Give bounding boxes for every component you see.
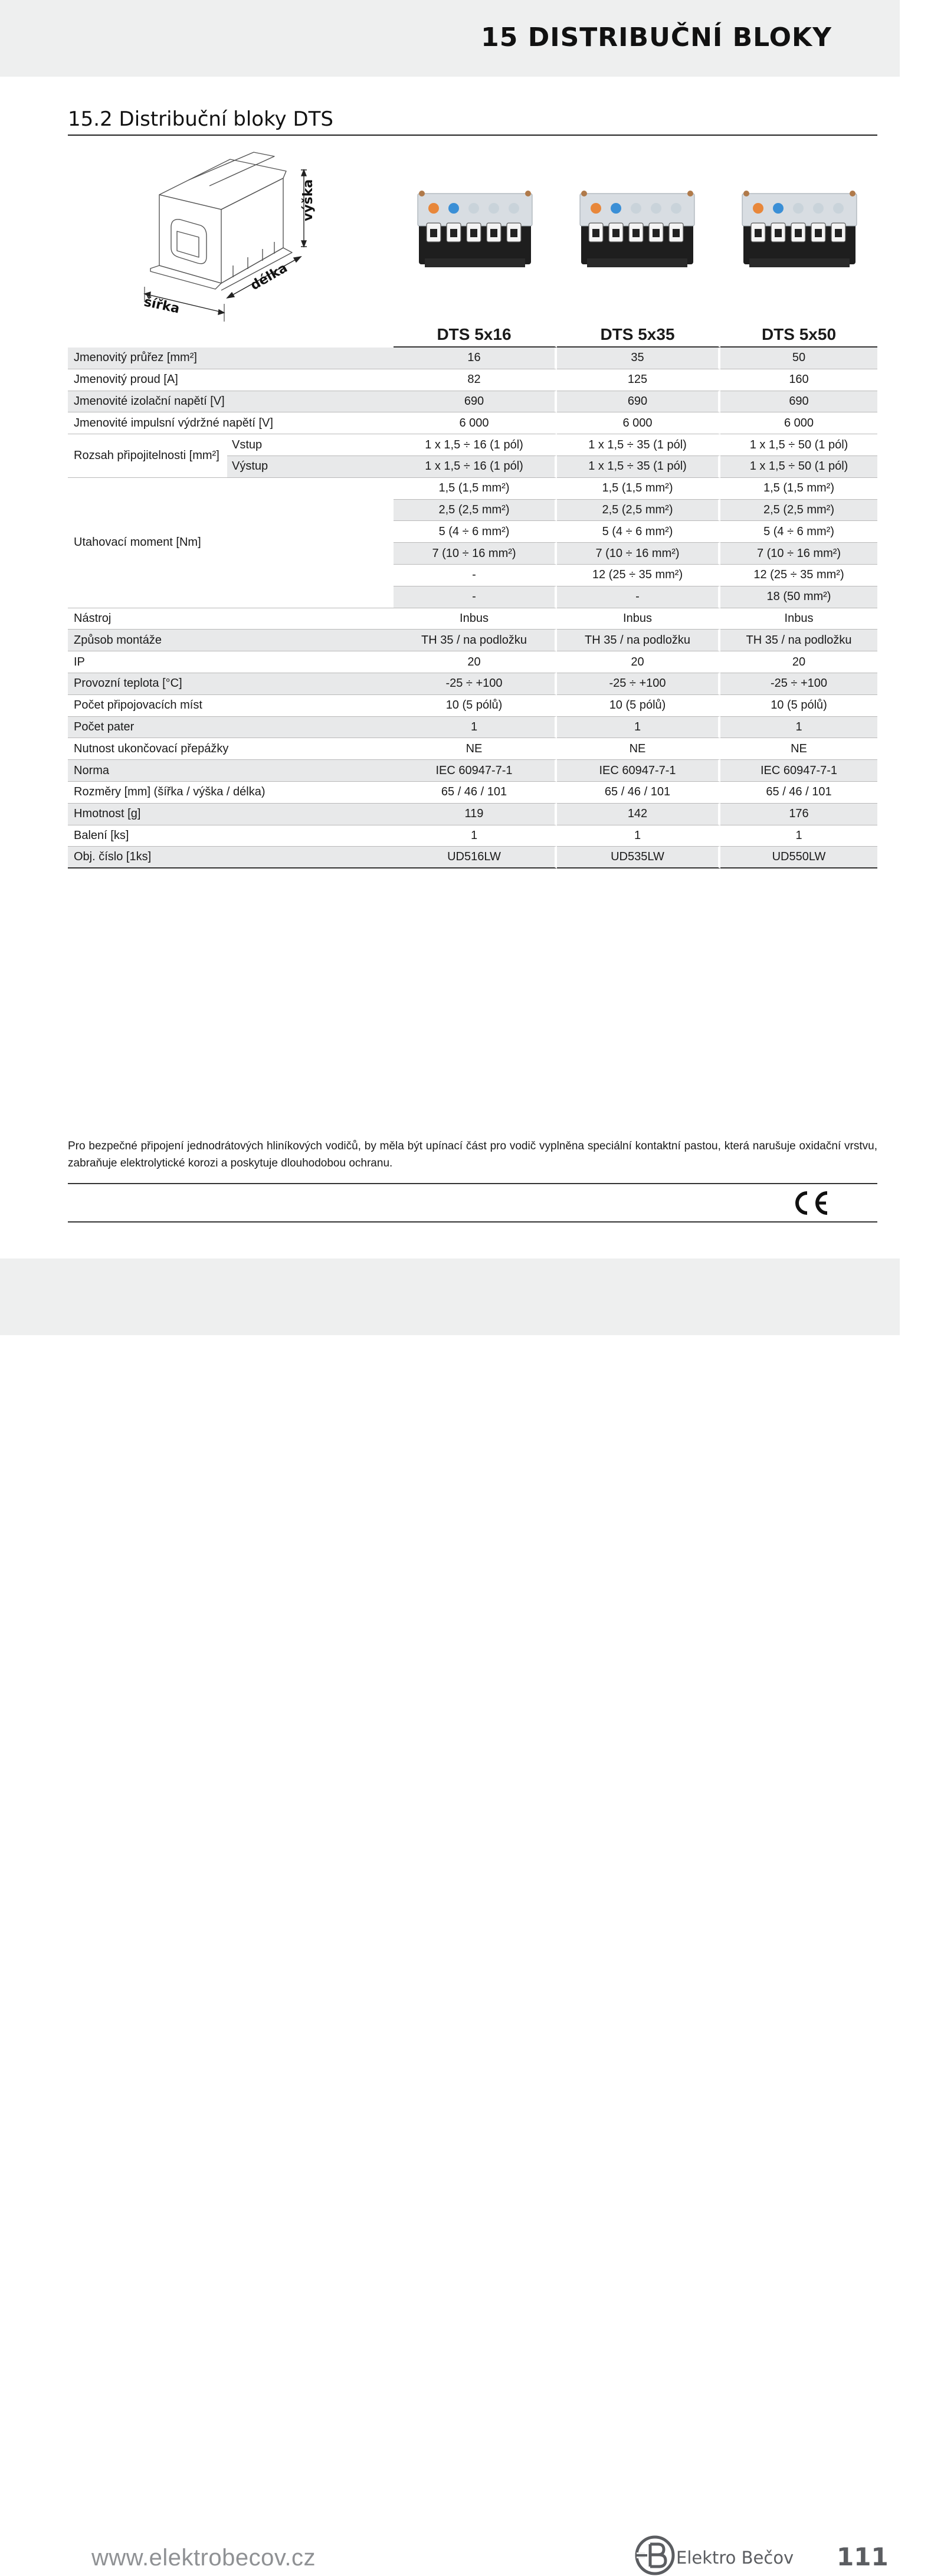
table-row bbox=[68, 608, 877, 630]
row-sublabel: Výstup bbox=[227, 456, 394, 478]
table-cell: 690 bbox=[557, 391, 720, 413]
table-cell: 6 000 bbox=[394, 412, 557, 434]
table-cell: 2,5 (2,5 mm²) bbox=[720, 500, 877, 522]
table-cell: 20 bbox=[557, 651, 720, 673]
table-cell: 6 000 bbox=[720, 412, 877, 434]
ce-mark-icon bbox=[789, 1189, 831, 1217]
table-cell: 2,5 (2,5 mm²) bbox=[394, 500, 557, 522]
table-cell: Inbus bbox=[720, 608, 877, 630]
table-cell: 1,5 (1,5 mm²) bbox=[557, 478, 720, 500]
table-row bbox=[68, 391, 877, 413]
dimension-drawing bbox=[133, 153, 345, 330]
table-cell: 119 bbox=[394, 804, 557, 825]
section-divider bbox=[68, 135, 877, 136]
row-label: Balení [ks] bbox=[68, 825, 394, 847]
table-cell: 10 (5 pólů) bbox=[720, 695, 877, 717]
table-cell: 1 bbox=[394, 825, 557, 847]
section-title: 15.2 Distribuční bloky DTS bbox=[68, 107, 334, 131]
table-cell: 1 x 1,5 ÷ 16 (1 pól) bbox=[394, 434, 557, 456]
table-row bbox=[68, 348, 877, 369]
table-cell: 65 / 46 / 101 bbox=[720, 782, 877, 804]
divider bbox=[68, 1221, 877, 1223]
table-row bbox=[68, 847, 877, 869]
row-label: Rozměry [mm] (šířka / výška / délka) bbox=[68, 782, 394, 804]
header-band bbox=[0, 0, 900, 77]
table-cell: - bbox=[394, 586, 557, 608]
table-cell: TH 35 / na podložku bbox=[394, 630, 557, 651]
table-cell: 82 bbox=[394, 369, 557, 391]
table-cell: 5 (4 ÷ 6 mm²) bbox=[720, 521, 877, 543]
table-cell: 1 x 1,5 ÷ 50 (1 pól) bbox=[720, 456, 877, 478]
table-cell: 5 (4 ÷ 6 mm²) bbox=[394, 521, 557, 543]
table-cell: Inbus bbox=[394, 608, 557, 630]
table-row bbox=[68, 760, 877, 782]
table-row bbox=[68, 717, 877, 739]
table-row bbox=[68, 804, 877, 825]
table-cell: 5 (4 ÷ 6 mm²) bbox=[557, 521, 720, 543]
chapter-title: 15 DISTRIBUČNÍ BLOKY bbox=[481, 22, 832, 53]
table-cell: 690 bbox=[720, 391, 877, 413]
table-row bbox=[68, 825, 877, 847]
width-label: šířka bbox=[142, 294, 181, 317]
row-label: Rozsah připojitelnosti [mm²] bbox=[68, 434, 227, 478]
row-label: Obj. číslo [1ks] bbox=[68, 847, 394, 869]
table-cell: 1 bbox=[720, 717, 877, 739]
length-label: délka bbox=[248, 260, 290, 294]
table-cell: UD550LW bbox=[720, 847, 877, 869]
row-label: Jmenovité impulsní výdržné napětí [V] bbox=[68, 412, 394, 434]
product-image-dts-5x50 bbox=[740, 188, 858, 270]
row-label: Hmotnost [g] bbox=[68, 804, 394, 825]
table-cell: 1,5 (1,5 mm²) bbox=[720, 478, 877, 500]
product-image-dts-5x16 bbox=[416, 188, 534, 270]
table-row bbox=[68, 478, 877, 500]
row-label: Norma bbox=[68, 760, 394, 782]
table-row bbox=[68, 434, 877, 456]
table-cell: 1 x 1,5 ÷ 50 (1 pól) bbox=[720, 434, 877, 456]
website-link[interactable]: www.elektrobecov.cz bbox=[91, 2545, 316, 2571]
table-cell: 2,5 (2,5 mm²) bbox=[557, 500, 720, 522]
table-row bbox=[68, 630, 877, 651]
row-label: Utahovací moment [Nm] bbox=[68, 478, 394, 608]
column-header: DTS 5x16 bbox=[394, 322, 557, 348]
table-cell: 142 bbox=[557, 804, 720, 825]
divider bbox=[68, 1183, 877, 1184]
table-cell: 7 (10 ÷ 16 mm²) bbox=[557, 543, 720, 565]
table-row bbox=[68, 673, 877, 695]
table-row bbox=[68, 782, 877, 804]
table-cell: 160 bbox=[720, 369, 877, 391]
table-cell: 18 (50 mm²) bbox=[720, 586, 877, 608]
footnote: Pro bezpečné připojení jednodrátových hliníkových vodičů, by měla být upínací část pro vodič vyplněna speciální kontaktní pastou, která narušuje oxidační vrstvu, zabraňuje elektrolytické korozi a poskytuje dlouhodobou ochranu. bbox=[68, 1140, 877, 1169]
table-cell: 12 (25 ÷ 35 mm²) bbox=[557, 565, 720, 586]
table-cell: -25 ÷ +100 bbox=[720, 673, 877, 695]
table-row bbox=[68, 369, 877, 391]
table-cell: 65 / 46 / 101 bbox=[557, 782, 720, 804]
table-row bbox=[68, 651, 877, 673]
table-cell: NE bbox=[557, 738, 720, 760]
row-label: Počet pater bbox=[68, 717, 394, 739]
table-cell: -25 ÷ +100 bbox=[394, 673, 557, 695]
table-cell: 7 (10 ÷ 16 mm²) bbox=[720, 543, 877, 565]
column-header: DTS 5x50 bbox=[720, 322, 877, 348]
table-cell: 35 bbox=[557, 348, 720, 369]
table-cell: 1 x 1,5 ÷ 35 (1 pól) bbox=[557, 456, 720, 478]
table-cell: 16 bbox=[394, 348, 557, 369]
table-cell: 690 bbox=[394, 391, 557, 413]
row-label: Jmenovité izolační napětí [V] bbox=[68, 391, 394, 413]
table-cell: NE bbox=[394, 738, 557, 760]
row-label: Nástroj bbox=[68, 608, 394, 630]
table-header-row bbox=[68, 322, 877, 348]
brand-name: Elektro Bečov bbox=[676, 2548, 794, 2568]
table-row bbox=[68, 412, 877, 434]
table-cell: 1,5 (1,5 mm²) bbox=[394, 478, 557, 500]
column-header: DTS 5x35 bbox=[557, 322, 720, 348]
row-label: Jmenovitý proud [A] bbox=[68, 369, 394, 391]
row-label: IP bbox=[68, 651, 394, 673]
table-cell: 10 (5 pólů) bbox=[394, 695, 557, 717]
table-row bbox=[68, 695, 877, 717]
table-cell: 1 x 1,5 ÷ 16 (1 pól) bbox=[394, 456, 557, 478]
table-cell: 12 (25 ÷ 35 mm²) bbox=[720, 565, 877, 586]
row-sublabel: Vstup bbox=[227, 434, 394, 456]
table-cell: - bbox=[394, 565, 557, 586]
table-cell: 1 bbox=[557, 825, 720, 847]
table-cell: 1 bbox=[394, 717, 557, 739]
table-cell: 1 x 1,5 ÷ 35 (1 pól) bbox=[557, 434, 720, 456]
table-cell: IEC 60947-7-1 bbox=[720, 760, 877, 782]
table-cell: NE bbox=[720, 738, 877, 760]
table-cell: 1 bbox=[557, 717, 720, 739]
table-cell: 176 bbox=[720, 804, 877, 825]
table-cell: 6 000 bbox=[557, 412, 720, 434]
table-cell: 125 bbox=[557, 369, 720, 391]
table-cell: 50 bbox=[720, 348, 877, 369]
table-cell: Inbus bbox=[557, 608, 720, 630]
table-cell: -25 ÷ +100 bbox=[557, 673, 720, 695]
table-cell: TH 35 / na podložku bbox=[720, 630, 877, 651]
page-number: 111 bbox=[837, 2542, 889, 2571]
table-cell: IEC 60947-7-1 bbox=[557, 760, 720, 782]
table-cell: 20 bbox=[720, 651, 877, 673]
elektro-becov-logo-icon bbox=[634, 2535, 676, 2576]
footer-band bbox=[0, 1258, 900, 2571]
height-label: výška bbox=[301, 179, 316, 221]
table-cell: 10 (5 pólů) bbox=[557, 695, 720, 717]
table-cell: UD535LW bbox=[557, 847, 720, 869]
table-cell: 65 / 46 / 101 bbox=[394, 782, 557, 804]
row-label: Jmenovitý průřez [mm²] bbox=[68, 348, 394, 369]
table-cell: - bbox=[557, 586, 720, 608]
table-cell: 1 bbox=[720, 825, 877, 847]
table-cell: 7 (10 ÷ 16 mm²) bbox=[394, 543, 557, 565]
row-label: Počet připojovacích míst bbox=[68, 695, 394, 717]
table-cell: 20 bbox=[394, 651, 557, 673]
table-row bbox=[68, 738, 877, 760]
row-label: Provozní teplota [°C] bbox=[68, 673, 394, 695]
row-label: Způsob montáže bbox=[68, 630, 394, 651]
row-label: Nutnost ukončovací přepážky bbox=[68, 738, 394, 760]
table-cell: UD516LW bbox=[394, 847, 557, 869]
product-image-dts-5x35 bbox=[578, 188, 696, 270]
table-cell: IEC 60947-7-1 bbox=[394, 760, 557, 782]
table-cell: TH 35 / na podložku bbox=[557, 630, 720, 651]
spec-table bbox=[68, 322, 877, 869]
